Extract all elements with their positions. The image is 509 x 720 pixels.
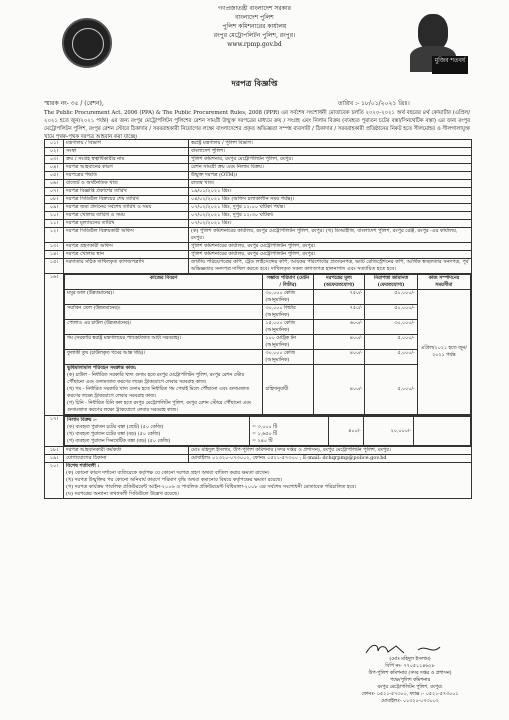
row-value: স্বরাষ্ট্র মন্ত্রণালয় / পুলিশ বিভাগ।	[189, 140, 472, 148]
item-q: ৩০,০০০ কেজি (আনুমানিক)	[263, 350, 313, 365]
row-number: ০৩।	[45, 156, 64, 164]
row-number: ১৬।	[45, 274, 64, 416]
row-number: ০৪।	[45, 164, 64, 172]
table-row	[45, 243, 472, 251]
notice-title: দরপত্র বিজ্ঞপ্তি	[231, 78, 278, 88]
misc-misc_q: চাহিদানুযায়ী	[263, 365, 313, 415]
table-row	[45, 463, 472, 499]
row-number: ০৯।	[45, 204, 64, 212]
misc-line: (গ) চিনি - নির্ধারিত চিনি কল হতে রংপুর মেট্রোপলিটন পুলিশ, রংপুর রেশন স্টোরে পৌঁছানো এবং গুদামজাত করণের লক্ষ্যে ট্রাকযোগে লেবার সরবরাহ কাজ।	[67, 401, 251, 413]
notes-line: (ক) কোনো কারণ দর্শানো ব্যতিরেকে কর্তৃপক্ষ যে কোনো দরপত্র গ্রহণ অথবা বাতিল করার ক্ষমতা রাখেন।	[66, 470, 270, 476]
item-d: ফুলাকী তুষ (চাউলকৃত গমের আস্ত খড়ি)।	[65, 350, 263, 365]
row-label: দরপত্র আহবানের কারণ	[64, 164, 189, 172]
row-label: দরদাতার সঠিক দাখিলকৃত কাগজপত্রাদি	[64, 259, 189, 274]
item-row	[65, 365, 471, 415]
header-line: রংপুর মেট্রোপলিটন পুলিশ, রংপুর।	[213, 32, 296, 39]
table-row	[45, 164, 472, 172]
row-label: দরপত্র আহবানকারী কর্মকর্তা	[64, 447, 189, 455]
row-number: ১৭।	[45, 416, 64, 447]
item-q: ১০০ মেট্রিক টন (আনুমানিক)	[263, 335, 313, 350]
notes-cell	[64, 463, 472, 499]
row-value: বাংলাদেশ পুলিশ।	[189, 148, 472, 156]
row-value: রেশন সামগ্রী ক্রয় এবং নিলাম বিক্রয়।	[189, 164, 472, 172]
header	[0, 4, 509, 49]
auction-label: নিলাম বিক্রয় :-	[67, 417, 97, 423]
table-row	[45, 259, 472, 274]
row-value: ০৪/০২/২০২১ খ্রিঃ (অফিস চলাকালীন সময় পর্যন্ত)।	[189, 196, 472, 204]
row-value: (ক) পুলিশ কমিশনারের কার্যালয়, রংপুর মেট্রোপলিটন পুলিশ, রংপুর। (খ) ডিআইজি, বাংলাদেশ পুলিশ, রংপুর রেঞ্জ, রংপুর -এর কার্যালয়, রংপুর।	[189, 228, 472, 243]
table-row	[45, 212, 472, 220]
row-value: পুলিশ কমিশনারের কার্যালয়, রংপুর মেট্রোপলিটন পুলিশ, রংপুর।	[189, 243, 472, 251]
table-row	[45, 455, 472, 463]
row-number: ১০।	[45, 212, 64, 220]
row-value: রাজস্ব খাত।	[189, 180, 472, 188]
row-value: পুলিশ কমিশনারের কার্যালয়, রংপুর মেট্রোপলিটন পুলিশ, রংপুর।	[189, 251, 472, 259]
auction-price: ৪০০/-	[329, 417, 364, 446]
item-s: ৫০,০০০/-	[365, 305, 417, 320]
row-value: ১৯/০১/২০২১ খ্রিঃ।	[189, 188, 472, 196]
table-row	[45, 180, 472, 188]
items-header: কাজের বিবরণ	[65, 275, 263, 290]
table-row	[45, 274, 472, 416]
items-cell	[64, 274, 472, 416]
item-p: ৪০০/-	[313, 335, 365, 350]
auction-qty-line: = ৩,০০০ টি	[252, 425, 278, 430]
auction-security: ২০,০০০/-	[363, 417, 413, 446]
row-label: দরপত্রের পদ্ধতি	[64, 172, 189, 180]
item-d: মসুর ডাল (উন্নতমানের)।	[65, 290, 263, 305]
signature-icon	[348, 641, 478, 657]
notes-line: (ঘ) দরপত্রের অন্যান্য তথ্যাবলী সিডিউলে উল্লেখ রয়েছে।	[66, 491, 179, 497]
misc-label: ভুষিমালামাল পরিবহন সংক্রান্ত কাজ:	[67, 365, 137, 371]
item-d: সয়াবিন তেল (উন্নতমানের)।	[65, 305, 263, 320]
row-number: ০১।	[45, 140, 64, 148]
intro-paragraph: The Public Procurement Act. 2006 (PPA) & The Public Procurement Rules, 2008 (PPR) এর সর্বশেষ সংশোধনী মোতাবেক চলতি ২০২০-২০২১ অর্থ বছরের ৪র্থ কোয়ার্টার (এপ্রিল/২০২১ হতে জুন/২০২১ পর্যন্ত) এর জন্য রংপুর মেট্রোপলিটন পুলিশের রেশন সামগ্রী উন্মুক্ত দরপত্রের মাধ্যমে ক্রয় / সংগ্রহ এবং নিলাম বিক্রয় (ব্যবহৃত পুরাতন চটের বস্তা/সিনথেটিক বস্তা) এর জন্য রংপুর মেট্রোপলিটন পুলিশ, রংপুর রেশন স্টোরে ঠিকাদার / সরবরাহকারী নিয়োগের লক্ষ্যে বাংলাদেশের প্রকৃত অভিজ্ঞতা সম্পন্ন ব্যবসায়ী / ঠিকাদার / সরবরাহকারী প্রতিষ্ঠানের নিকট হতে সীলমোহর ও সীলগালাযুক্ত খামে পৃথক-পৃথক দরপত্র আহবান করা যাচ্ছে।	[44, 110, 470, 140]
misc-misc_p: ৪০০/-	[313, 365, 365, 415]
row-number: ১২।	[45, 228, 64, 243]
row-value: ০৭/০২/২০২১ খ্রিঃ, দুপুর ১২:০০ ঘটিকা পর্যন্ত।	[189, 204, 472, 212]
misc-misc_s: ৫,০০০/-	[365, 365, 417, 415]
misc-work	[65, 365, 263, 415]
row-number: ০৫।	[45, 172, 64, 180]
items-table	[64, 274, 471, 415]
header-line: গণপ্রজাতন্ত্রী বাংলাদেশ সরকার	[218, 5, 291, 12]
tender-table	[44, 139, 472, 499]
row-label: বাজেট ও অর্থনৈতিক খাত	[64, 180, 189, 188]
row-number: ১১।	[45, 220, 64, 228]
item-s: ৫,০০০/-	[365, 335, 417, 350]
work-period: এপ্রিল/২০২১ হতে জুন/২০২১ পর্যন্ত	[417, 290, 470, 415]
row-value: ০৭/০২/২০২১ খ্রিঃ।	[189, 220, 472, 228]
table-row	[45, 447, 472, 455]
table-row	[45, 196, 472, 204]
row-number: ১৫।	[45, 259, 64, 274]
header-line: পুলিশ কমিশনারের কার্যালয়	[222, 23, 287, 30]
item-p: ৭৫০/-	[313, 305, 365, 320]
table-row	[45, 204, 472, 212]
table-row	[45, 172, 472, 180]
row-number: ২০।	[45, 463, 64, 499]
header-website: www.rpmp.gov.bd	[227, 41, 282, 48]
item-s: ৩০,০০০/-	[365, 320, 417, 335]
row-number: ০২।	[45, 148, 64, 156]
row-value: উন্মুক্ত দরপত্র (OTM)।	[189, 172, 472, 180]
item-row	[65, 290, 471, 305]
item-d: পোলাও এর চাউল (উন্নতমানের)।	[65, 320, 263, 335]
auction-qty-line: = ২৪০ টি	[252, 439, 273, 444]
items-header: সম্ভাব্য পরিমাণ (মেটন / লিটার)	[263, 275, 313, 290]
signature-line: উপ-পুলিশ কমিশনার (সদর দপ্তর ও প্রশাসন)	[368, 671, 452, 676]
signature-line: বিপি নং- ৭৭০৫১১৪৬২৮	[385, 664, 435, 669]
item-q: ৩০,০০০ লিটার (আনুমানিক)	[263, 305, 313, 320]
item-s: ৫০,০০০/-	[365, 290, 417, 305]
row-number: ১৯।	[45, 455, 64, 463]
row-label: দরপত্র গ্রহণকারী অফিস	[64, 243, 189, 251]
table-row	[45, 156, 472, 164]
row-number: ১৪।	[45, 251, 64, 259]
signature-line: মোবাইলঃ- ০১৩২০-০৭৩০০২	[381, 699, 439, 704]
signature-line: পক্ষে/পুলিশ কমিশনার	[389, 678, 431, 683]
table-row	[45, 140, 472, 148]
auction-table	[64, 416, 471, 446]
item-row	[65, 320, 471, 335]
row-label: দরপত্র খোলার স্থান	[64, 251, 189, 259]
row-number: ১৮।	[45, 447, 64, 455]
item-p: ৪০০/-	[313, 350, 365, 365]
row-label: দরপত্র মূল্যায়নের তারিখ	[64, 220, 189, 228]
table-row	[45, 148, 472, 156]
row-value: পুলিশ কমিশনার, রংপুর মেট্রোপলিটন পুলিশ, রংপুর।	[189, 156, 472, 164]
memo-date: তারিখ :- ১৮/০১/২০২১ খ্রিঃ।	[338, 100, 410, 107]
row-value: মোঃ মহিদুল ইসলাম, উপ-পুলিশ কমিশনার (সদর দপ্তর ও প্রশাসন), রংপুর মেট্রোপলিটন পুলিশ, রংপুর।	[189, 447, 472, 455]
row-value: জাতীয় পরিচয়পত্রের কপি, ট্রেড লাইসেন্সের কপি, আয়কর পরিশোধের প্রত্যয়নপত্র, ভ্যাট রেজিস্ট্রেশনের কপি, আর্থিক স্বচ্ছলতার সনদপত্র, পূর্ব অভিজ্ঞতার সনদপত্র দাখিল করতে হবে। দাখিলকৃত সকল কাগজপত্র হালনাগাদ এবং সত্যায়িত হতে হবে।	[189, 259, 472, 274]
signature-line: রংপুর মেট্রোপলিটন পুলিশ, রংপুর।	[377, 685, 443, 690]
auction-line: (গ) ব্যবহৃত পুরাতন সিনথেটিক বস্তা (বড়) (৫০ কেজি)	[67, 439, 171, 444]
item-q: ১৫,০০০ কেজি (আনুমানিক)	[263, 320, 313, 335]
items-header: নিরাপত্তা জামানত (ফেরতযোগ্য)	[365, 275, 417, 290]
items-header: দরপত্রের মূল্য (অফেরতযোগ্য)	[313, 275, 365, 290]
row-label: দরপত্র বিজ্ঞপ্তি প্রকাশের তারিখ	[64, 188, 189, 196]
row-label: মন্ত্রণালয় / বিভাগ	[64, 140, 189, 148]
row-label: দরপত্র খোলার তারিখ ও সময়	[64, 212, 189, 220]
item-row	[65, 335, 471, 350]
row-label: দরপত্র জমা প্রদানের সর্বশেষ তারিখ ও সময়	[64, 204, 189, 212]
memo-number: স্মারক নং- ৩৫ / (রেশন),	[44, 100, 104, 107]
row-number: ০৮।	[45, 196, 64, 204]
auction-items	[65, 417, 250, 446]
row-value: ০৭/০২/২০২১ খ্রিঃ, দুপুর ১২:৩০ ঘটিকা।	[189, 212, 472, 220]
misc-line: (খ) গম - নির্ধারিত সরকারি খাদ্য গুদাম হতে নির্ধারিত গম পেষাই মিলে পৌঁছানো এবং গুদামজাত করণের লক্ষ্যে ট্রাকযোগে লেবার সরবরাহ কাজ।	[67, 387, 250, 399]
row-number: ১৩।	[45, 243, 64, 251]
notes-line: (খ) দরপত্র উন্মুক্তির পর কোনো অনিবার্য কারণে পরিমাণ বৃদ্ধি অথবা কমানোর বিষয়ে কর্তৃপক্ষের ক্ষমতা রয়েছে।	[66, 477, 283, 483]
table-row	[45, 416, 472, 447]
notes-label: বিশেষ শর্তাবলী :	[66, 463, 100, 469]
signature-name: (মোঃ মহিদুল ইসলাম)	[389, 657, 431, 662]
row-number: ০৭।	[45, 188, 64, 196]
item-d: গম (সরকারি স্বরাষ্ট্র মন্ত্রণালয়ের প্যাকেটজাত আটা সরবরাহ)।	[65, 335, 263, 350]
item-p: ৬০০/-	[313, 320, 365, 335]
row-label: দরপত্র সিডিউল বিক্রয়ের শেষ তারিখ	[64, 196, 189, 204]
auction-qty-line: = ১,৬৫০ টি	[252, 432, 278, 437]
item-row	[65, 305, 471, 320]
table-row	[45, 251, 472, 259]
auction-line: (ক) ব্যবহৃত পুরাতন চটের বস্তা (ছোট) (৫০ কেজি)	[67, 425, 164, 430]
auction-line: (খ) ব্যবহৃত পুরাতন চটের বস্তা (বড়) (৫০ কেজি)	[67, 432, 161, 437]
auction-cell	[64, 416, 472, 447]
portrait-caption: মুজিব শতবর্ষ	[432, 56, 468, 74]
item-s: ৫,০০০/-	[365, 350, 417, 365]
item-p: ৭৫০/-	[313, 290, 365, 305]
auction-qty	[250, 417, 329, 446]
row-label: সংস্থা	[64, 148, 189, 156]
table-row	[45, 220, 472, 228]
notes-line: (গ) দরপত্র কার্যক্রম পাবলিক প্রকিউরমেন্ট আইন-২০০৬ ও পাবলিক প্রকিউরমেন্ট বিধিমালা-২০০৮ এর সর্বশেষ সংশোধনী মোতাবেক পরিচালিত হবে।	[66, 484, 357, 490]
item-q: ৩০,০০০ কেজি (আনুমানিক)	[263, 290, 313, 305]
row-label: যোগাযোগের ঠিকানা	[64, 455, 189, 463]
signature-line: ফোনঃ- ০৫২১-৫৭৩০০, ফ্যাক্স :- ০৫২১-৫৭৩০০১	[361, 692, 459, 697]
items-header: কাজ সম্পাদনের সময়সীমা	[417, 275, 470, 290]
misc-line: (ক) চাউল - নির্ধারিত সরকারি খাদ্য গুদাম হতে রংপুর মেট্রোপলিটন পুলিশ, রংপুর রেশন স্টোর পৌঁছানো এবং গুদামজাত করণের লক্ষ্যে ট্রাকযোগে লেবার সরবরাহ কাজ।	[67, 373, 245, 385]
row-label: ক্রয় / সংগ্রহ স্বত্বাধিকারীর নাম	[64, 156, 189, 164]
auction-blank	[414, 417, 471, 446]
row-label: দরপত্র সিডিউল বিক্রয়কারী অফিস	[64, 228, 189, 243]
row-value: মোবাইলঃ ০১৩২০-০৭৩০০২, ফোনঃ ০৫২১-৫৭৩০০ ; E-mail: dchqrpmp@police.gov.bd	[189, 455, 472, 463]
row-number: ০৬।	[45, 180, 64, 188]
signature-block	[320, 656, 500, 705]
header-line: বাংলাদেশ পুলিশ	[235, 14, 274, 21]
table-row	[45, 228, 472, 243]
table-row	[45, 188, 472, 196]
item-row	[65, 350, 471, 365]
